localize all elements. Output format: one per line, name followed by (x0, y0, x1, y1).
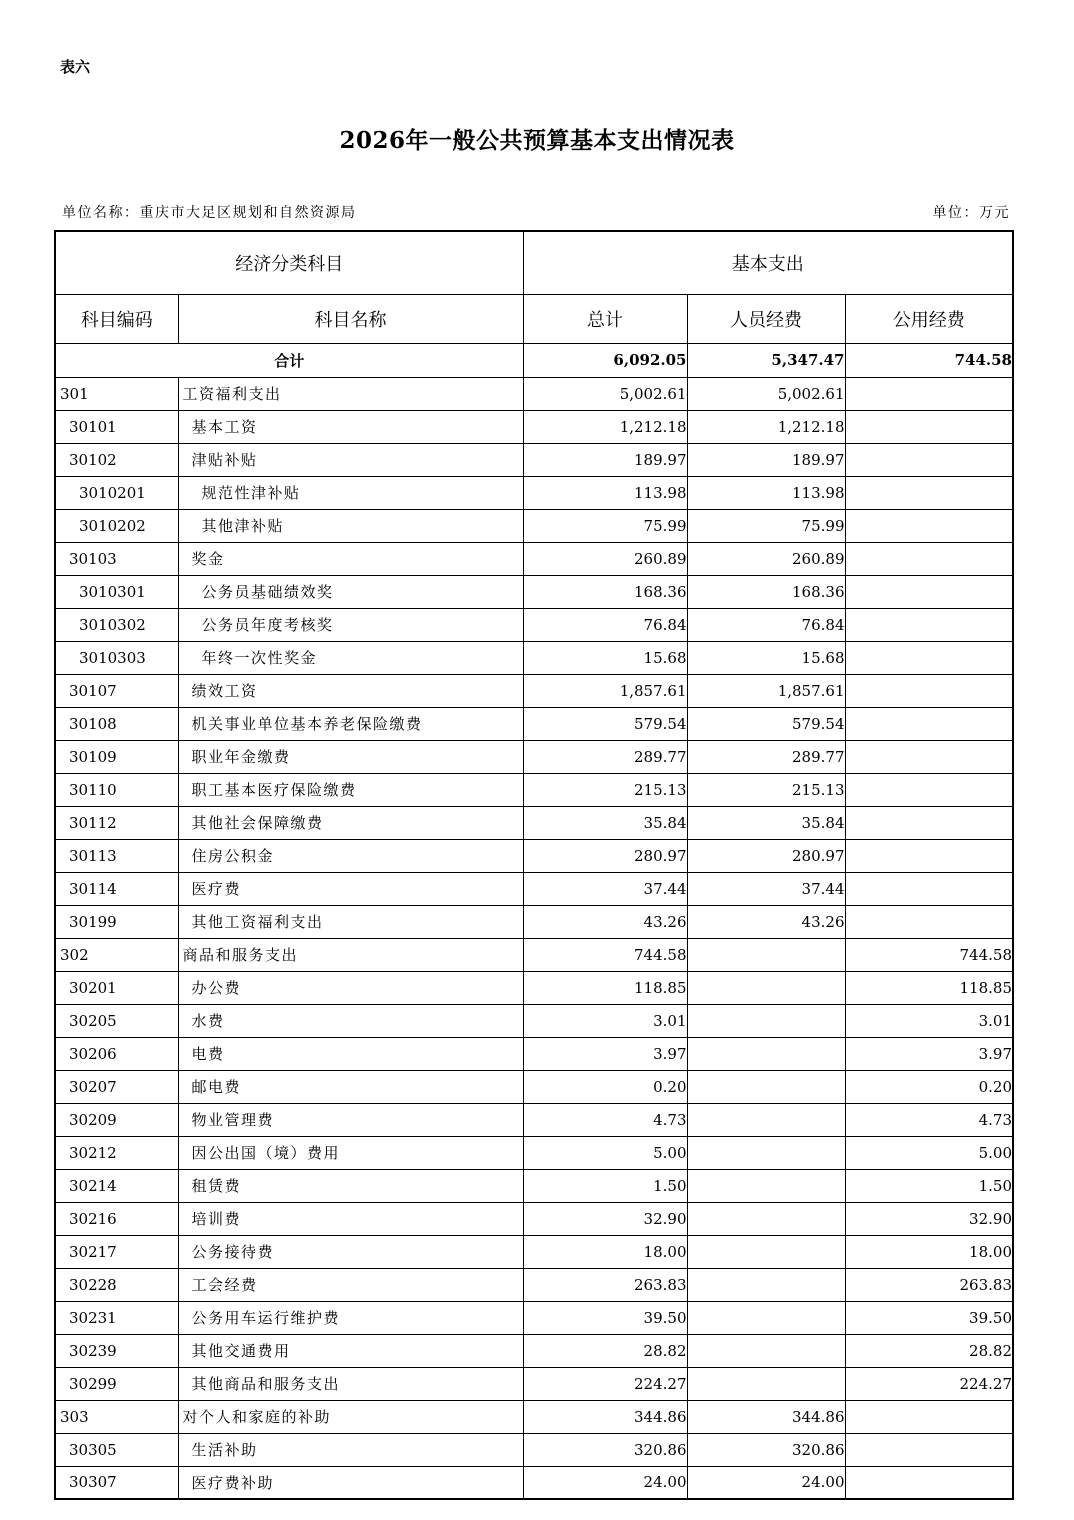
table-row (55, 1103, 1013, 1136)
row-name: 其他工资福利支出 (178, 905, 523, 938)
table-row (55, 1400, 1013, 1433)
row-code: 30109 (55, 740, 178, 773)
row-code: 3010303 (55, 641, 178, 674)
row-personnel: 189.97 (687, 443, 845, 476)
row-total: 39.50 (523, 1301, 687, 1334)
row-public (845, 443, 1013, 476)
row-code: 30201 (55, 971, 178, 1004)
row-total: 280.97 (523, 839, 687, 872)
row-public (845, 509, 1013, 542)
row-name: 基本工资 (178, 410, 523, 443)
row-code: 30299 (55, 1367, 178, 1400)
row-public: 39.50 (845, 1301, 1013, 1334)
row-name: 医疗费 (178, 872, 523, 905)
total-total: 6,092.05 (523, 343, 687, 377)
table-row (55, 773, 1013, 806)
row-code: 30209 (55, 1103, 178, 1136)
row-name: 租赁费 (178, 1169, 523, 1202)
row-total: 118.85 (523, 971, 687, 1004)
total-personnel: 5,347.47 (687, 343, 845, 377)
row-personnel: 289.77 (687, 740, 845, 773)
unit-name: 单位名称：重庆市大足区规划和自然资源局 (62, 205, 357, 221)
row-personnel (687, 1070, 845, 1103)
table-row (55, 872, 1013, 905)
row-total: 35.84 (523, 806, 687, 839)
row-total: 3.01 (523, 1004, 687, 1037)
budget-table (54, 230, 1014, 1500)
row-total: 5.00 (523, 1136, 687, 1169)
row-code: 30110 (55, 773, 178, 806)
row-name: 其他社会保障缴费 (178, 806, 523, 839)
row-name: 其他津补贴 (178, 509, 523, 542)
row-public: 5.00 (845, 1136, 1013, 1169)
header-row-columns (55, 294, 1013, 343)
row-total: 113.98 (523, 476, 687, 509)
table-row (55, 377, 1013, 410)
table-row (55, 575, 1013, 608)
row-code: 302 (55, 938, 178, 971)
table-row (55, 707, 1013, 740)
row-public: 32.90 (845, 1202, 1013, 1235)
row-name: 工会经费 (178, 1268, 523, 1301)
row-public (845, 1400, 1013, 1433)
row-code: 30216 (55, 1202, 178, 1235)
row-total: 76.84 (523, 608, 687, 641)
table-row (55, 1367, 1013, 1400)
table-row (55, 674, 1013, 707)
row-total: 189.97 (523, 443, 687, 476)
row-code: 30101 (55, 410, 178, 443)
row-public: 3.01 (845, 1004, 1013, 1037)
table-row (55, 1334, 1013, 1367)
row-public (845, 641, 1013, 674)
row-name: 公务接待费 (178, 1235, 523, 1268)
header-name: 科目名称 (178, 294, 523, 343)
table-row (55, 509, 1013, 542)
row-public: 18.00 (845, 1235, 1013, 1268)
row-public: 0.20 (845, 1070, 1013, 1103)
row-name: 奖金 (178, 542, 523, 575)
row-personnel: 1,857.61 (687, 674, 845, 707)
row-public (845, 608, 1013, 641)
table-row (55, 1070, 1013, 1103)
row-total: 744.58 (523, 938, 687, 971)
row-public: 28.82 (845, 1334, 1013, 1367)
page-title: 2026年一般公共预算基本支出情况表 (339, 127, 735, 154)
table-row (55, 971, 1013, 1004)
row-total: 168.36 (523, 575, 687, 608)
row-public (845, 377, 1013, 410)
row-name: 水费 (178, 1004, 523, 1037)
row-total: 24.00 (523, 1466, 687, 1499)
header-code: 科目编码 (55, 294, 178, 343)
row-total: 0.20 (523, 1070, 687, 1103)
row-personnel (687, 1301, 845, 1334)
row-name: 规范性津补贴 (178, 476, 523, 509)
row-public: 3.97 (845, 1037, 1013, 1070)
row-name: 电费 (178, 1037, 523, 1070)
row-total: 215.13 (523, 773, 687, 806)
row-code: 30114 (55, 872, 178, 905)
table-row (55, 905, 1013, 938)
table-row (55, 839, 1013, 872)
row-name: 住房公积金 (178, 839, 523, 872)
row-personnel: 35.84 (687, 806, 845, 839)
row-name: 对个人和家庭的补助 (178, 1400, 523, 1433)
row-total: 263.83 (523, 1268, 687, 1301)
row-personnel (687, 1103, 845, 1136)
row-code: 30206 (55, 1037, 178, 1070)
table-row (55, 410, 1013, 443)
header-personnel: 人员经费 (687, 294, 845, 343)
row-personnel: 75.99 (687, 509, 845, 542)
row-name: 医疗费补助 (178, 1466, 523, 1499)
row-code: 30305 (55, 1433, 178, 1466)
row-name: 年终一次性奖金 (178, 641, 523, 674)
row-total: 1,857.61 (523, 674, 687, 707)
table-row (55, 1037, 1013, 1070)
row-personnel (687, 1004, 845, 1037)
row-code: 30103 (55, 542, 178, 575)
row-public (845, 839, 1013, 872)
row-name: 生活补助 (178, 1433, 523, 1466)
row-name: 工资福利支出 (178, 377, 523, 410)
row-public (845, 410, 1013, 443)
table-body (55, 343, 1013, 1499)
row-total: 579.54 (523, 707, 687, 740)
header-public: 公用经费 (845, 294, 1013, 343)
table-row (55, 1169, 1013, 1202)
table-row (55, 1268, 1013, 1301)
row-code: 30228 (55, 1268, 178, 1301)
table-row (55, 1433, 1013, 1466)
row-personnel (687, 1202, 845, 1235)
table-row (55, 1301, 1013, 1334)
table-row (55, 1136, 1013, 1169)
row-total: 15.68 (523, 641, 687, 674)
table-row (55, 443, 1013, 476)
row-name: 其他商品和服务支出 (178, 1367, 523, 1400)
row-personnel: 344.86 (687, 1400, 845, 1433)
table-row (55, 1235, 1013, 1268)
row-name: 公务员年度考核奖 (178, 608, 523, 641)
row-personnel (687, 938, 845, 971)
row-code: 30239 (55, 1334, 178, 1367)
row-personnel: 579.54 (687, 707, 845, 740)
row-total: 37.44 (523, 872, 687, 905)
row-code: 30102 (55, 443, 178, 476)
unit-label: 单位：万元 (932, 205, 1010, 221)
row-code: 30307 (55, 1466, 178, 1499)
row-code: 30231 (55, 1301, 178, 1334)
row-public (845, 674, 1013, 707)
table-row (55, 476, 1013, 509)
row-personnel: 37.44 (687, 872, 845, 905)
table-row (55, 938, 1013, 971)
total-row (55, 343, 1013, 377)
row-personnel (687, 1268, 845, 1301)
row-personnel: 260.89 (687, 542, 845, 575)
row-personnel (687, 1334, 845, 1367)
row-public: 4.73 (845, 1103, 1013, 1136)
row-name: 津贴补贴 (178, 443, 523, 476)
row-name: 公务员基础绩效奖 (178, 575, 523, 608)
row-code: 30113 (55, 839, 178, 872)
row-total: 4.73 (523, 1103, 687, 1136)
row-total: 28.82 (523, 1334, 687, 1367)
row-code: 30107 (55, 674, 178, 707)
row-code: 3010302 (55, 608, 178, 641)
row-personnel (687, 1136, 845, 1169)
row-personnel: 76.84 (687, 608, 845, 641)
row-name: 商品和服务支出 (178, 938, 523, 971)
row-name: 因公出国（境）费用 (178, 1136, 523, 1169)
row-public (845, 476, 1013, 509)
row-name: 物业管理费 (178, 1103, 523, 1136)
row-personnel: 168.36 (687, 575, 845, 608)
row-public (845, 740, 1013, 773)
row-personnel: 1,212.18 (687, 410, 845, 443)
row-code: 3010301 (55, 575, 178, 608)
row-name: 绩效工资 (178, 674, 523, 707)
row-name: 邮电费 (178, 1070, 523, 1103)
row-public: 1.50 (845, 1169, 1013, 1202)
row-public (845, 806, 1013, 839)
table-row (55, 1004, 1013, 1037)
row-public (845, 1433, 1013, 1466)
row-code: 30217 (55, 1235, 178, 1268)
row-public: 224.27 (845, 1367, 1013, 1400)
row-total: 3.97 (523, 1037, 687, 1070)
row-name: 培训费 (178, 1202, 523, 1235)
row-total: 1,212.18 (523, 410, 687, 443)
table-row (55, 1466, 1013, 1499)
row-name: 职业年金缴费 (178, 740, 523, 773)
table-row (55, 1202, 1013, 1235)
row-code: 30214 (55, 1169, 178, 1202)
table-row (55, 740, 1013, 773)
row-total: 320.86 (523, 1433, 687, 1466)
row-public (845, 872, 1013, 905)
row-total: 260.89 (523, 542, 687, 575)
row-personnel: 24.00 (687, 1466, 845, 1499)
row-code: 30205 (55, 1004, 178, 1037)
row-personnel: 280.97 (687, 839, 845, 872)
row-total: 32.90 (523, 1202, 687, 1235)
row-personnel: 113.98 (687, 476, 845, 509)
row-total: 43.26 (523, 905, 687, 938)
row-personnel (687, 1367, 845, 1400)
row-code: 30207 (55, 1070, 178, 1103)
row-code: 3010201 (55, 476, 178, 509)
row-personnel (687, 1037, 845, 1070)
row-public: 118.85 (845, 971, 1013, 1004)
row-total: 1.50 (523, 1169, 687, 1202)
table-row (55, 608, 1013, 641)
row-public (845, 773, 1013, 806)
header-row-group (55, 231, 1013, 294)
row-public (845, 1466, 1013, 1499)
table-label: 表六 (60, 58, 91, 76)
row-personnel: 320.86 (687, 1433, 845, 1466)
row-personnel: 215.13 (687, 773, 845, 806)
row-public (845, 575, 1013, 608)
header-basic-expenditure: 基本支出 (523, 231, 1013, 294)
row-name: 办公费 (178, 971, 523, 1004)
row-code: 301 (55, 377, 178, 410)
row-name: 其他交通费用 (178, 1334, 523, 1367)
row-code: 30212 (55, 1136, 178, 1169)
row-code: 3010202 (55, 509, 178, 542)
row-name: 公务用车运行维护费 (178, 1301, 523, 1334)
row-public: 263.83 (845, 1268, 1013, 1301)
row-total: 224.27 (523, 1367, 687, 1400)
row-code: 30108 (55, 707, 178, 740)
header-total: 总计 (523, 294, 687, 343)
row-total: 289.77 (523, 740, 687, 773)
row-total: 344.86 (523, 1400, 687, 1433)
row-total: 18.00 (523, 1235, 687, 1268)
table-row (55, 641, 1013, 674)
row-name: 职工基本医疗保险缴费 (178, 773, 523, 806)
row-public (845, 542, 1013, 575)
row-personnel (687, 1235, 845, 1268)
row-code: 30112 (55, 806, 178, 839)
row-total: 75.99 (523, 509, 687, 542)
row-personnel (687, 971, 845, 1004)
row-public (845, 707, 1013, 740)
total-label: 合计 (55, 343, 523, 377)
row-personnel: 43.26 (687, 905, 845, 938)
header-econ-category: 经济分类科目 (55, 231, 523, 294)
row-name: 机关事业单位基本养老保险缴费 (178, 707, 523, 740)
row-personnel (687, 1169, 845, 1202)
table-row (55, 806, 1013, 839)
table-row (55, 542, 1013, 575)
row-personnel: 15.68 (687, 641, 845, 674)
total-public: 744.58 (845, 343, 1013, 377)
row-public: 744.58 (845, 938, 1013, 971)
row-total: 5,002.61 (523, 377, 687, 410)
row-personnel: 5,002.61 (687, 377, 845, 410)
row-public (845, 905, 1013, 938)
row-code: 30199 (55, 905, 178, 938)
row-code: 303 (55, 1400, 178, 1433)
